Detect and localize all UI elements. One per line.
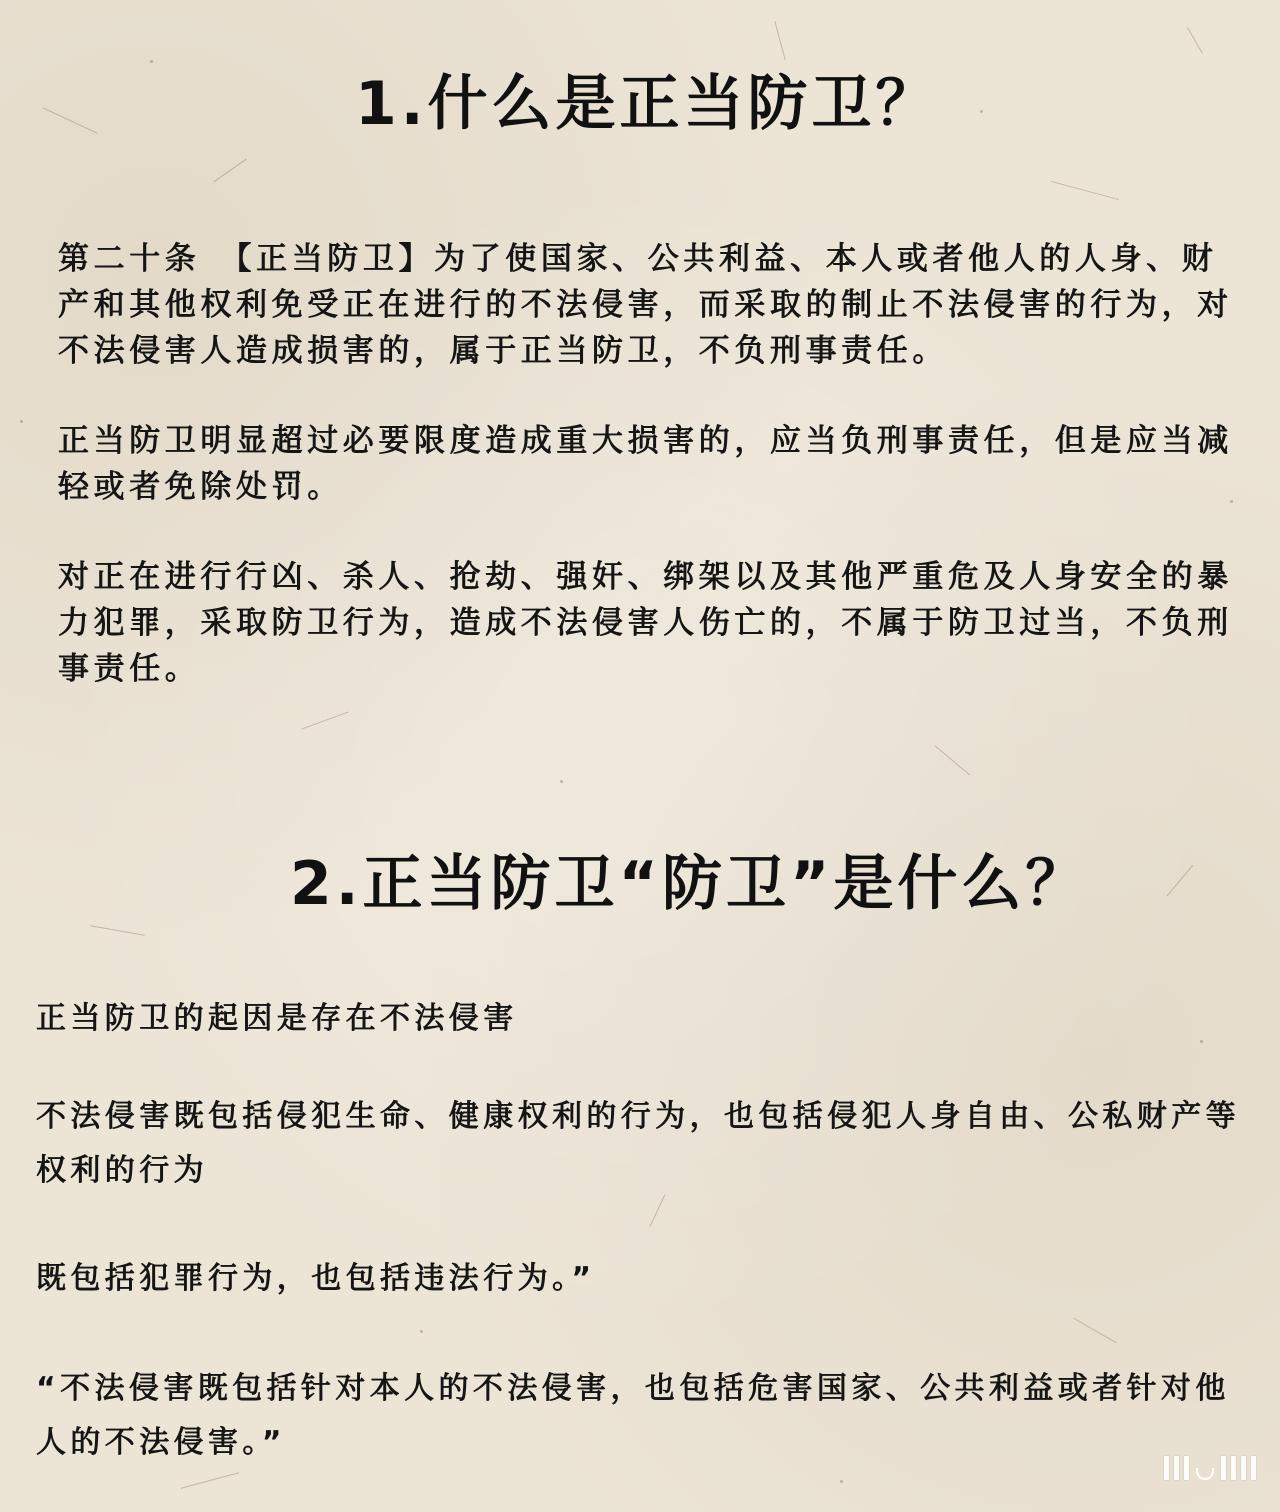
section-title: 1.什么是正当防卫？	[355, 69, 940, 139]
section-title: 2.正当防卫“防卫”是什么？	[290, 849, 1090, 919]
cause-paragraph: 正当防卫的起因是存在不法侵害	[36, 1001, 518, 1036]
special-defense-paragraph: 对正在进行行凶、杀人、抢劫、强奸、绑架以及其他严重危及人身安全的暴力犯罪，采取防卫行为，造成不法侵害人伤亡的，不属于防卫过当，不负刑事责任。	[58, 559, 1233, 687]
excessive-defense-paragraph: 正当防卫明显超过必要限度造成重大损害的，应当负刑事责任，但是应当减轻或者免除处罚。	[58, 423, 1233, 505]
target-scope-paragraph: “不法侵害既包括针对本人的不法侵害，也包括危害国家、公共利益或者针对他人的不法侵害。”	[36, 1371, 1230, 1460]
watermark-logo	[1164, 1456, 1256, 1480]
article-20-paragraph: 第二十条 【正当防卫】为了使国家、公共利益、本人或者他人的人身、财产和其他权利免受正在进行的不法侵害，而采取的制止不法侵害的行为，对不法侵害人造成损害的，属于正当防卫，不负刑事责任。	[58, 241, 1233, 369]
infringement-scope-paragraph: 不法侵害既包括侵犯生命、健康权利的行为，也包括侵犯人身自由、公私财产等权利的行为	[36, 1099, 1240, 1188]
crime-and-illegal-paragraph: 既包括犯罪行为，也包括违法行为。”	[36, 1261, 596, 1296]
